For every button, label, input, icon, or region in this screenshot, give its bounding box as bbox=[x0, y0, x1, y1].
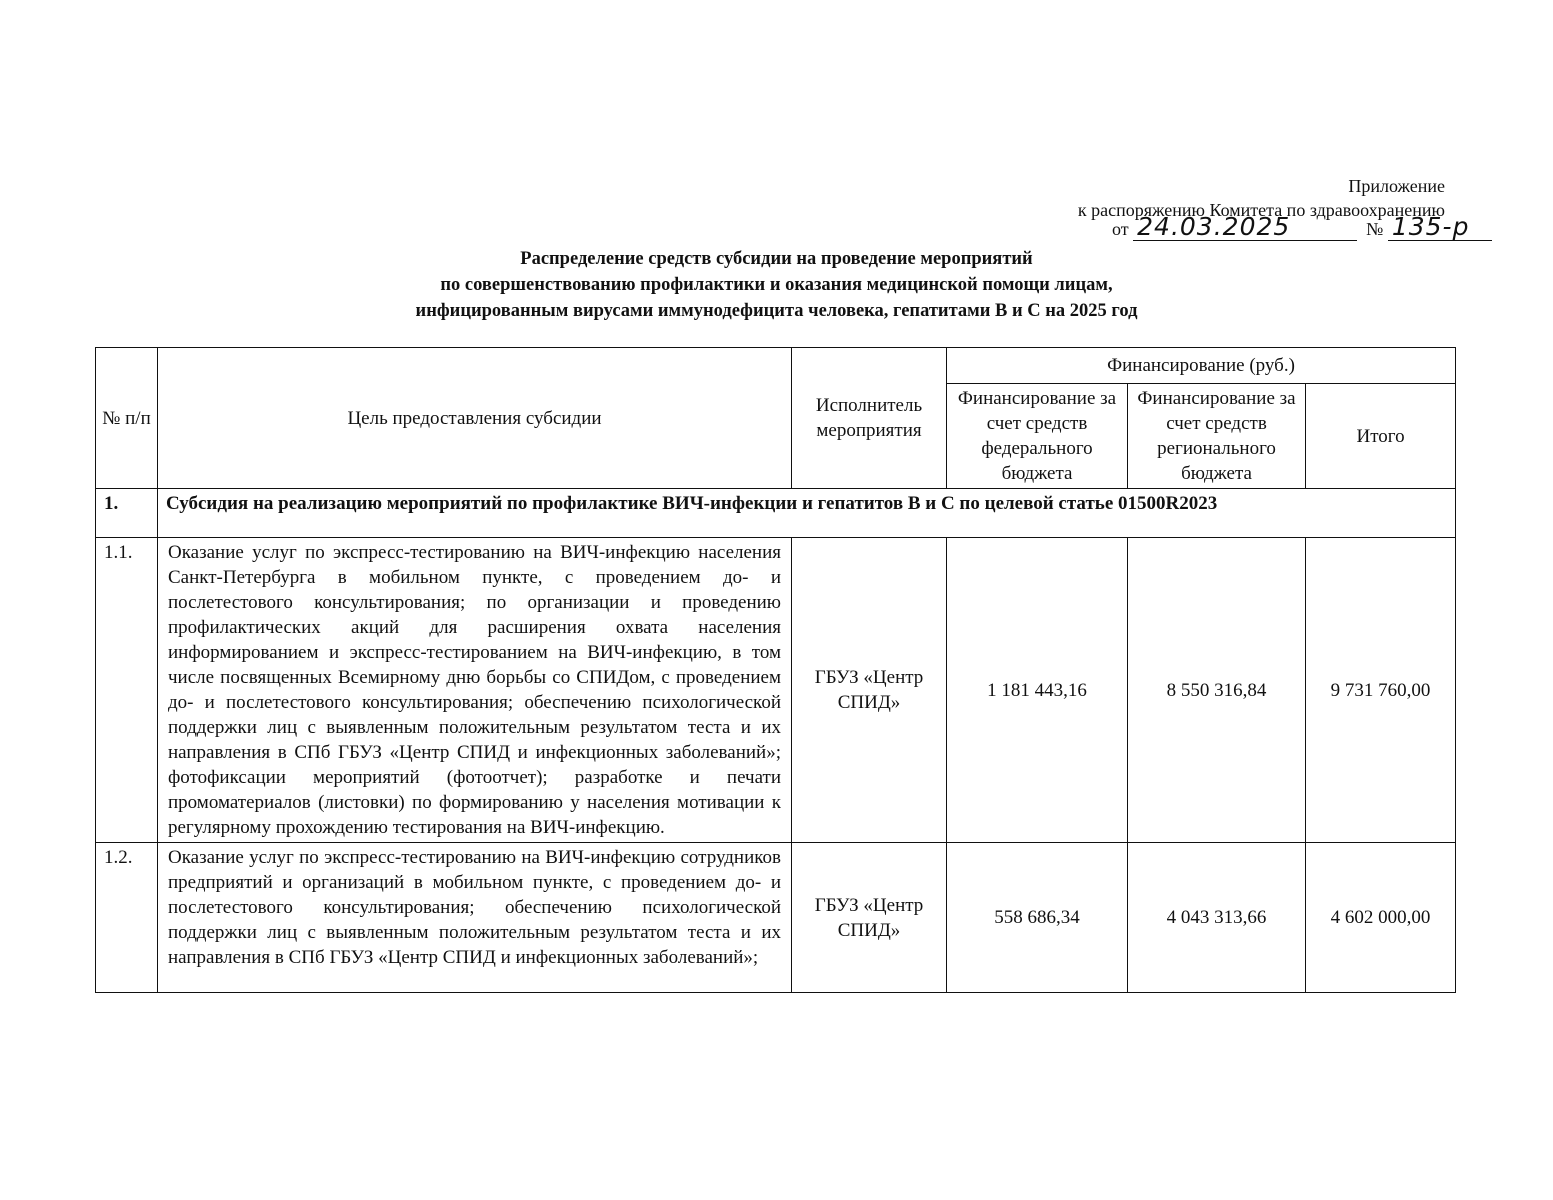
date-prefix: от bbox=[1112, 219, 1129, 239]
row-number: 1.1. bbox=[96, 538, 158, 843]
row-executor: ГБУЗ «Центр СПИД» bbox=[792, 538, 947, 843]
header-goal: Цель предоставления субсидии bbox=[158, 348, 792, 489]
section-number: 1. bbox=[96, 489, 158, 538]
order-date: 24.03.2025 bbox=[1133, 214, 1357, 241]
row-regional: 4 043 313,66 bbox=[1128, 843, 1306, 993]
row-federal: 558 686,34 bbox=[947, 843, 1128, 993]
section-title: Субсидия на реализацию мероприятий по профилактике ВИЧ-инфекции и гепатитов В и С по целевой статье 01500R2023 bbox=[158, 489, 1456, 538]
subsidy-table bbox=[95, 347, 1456, 993]
title-line-3: инфицированным вирусами иммунодефицита человека, гепатитами В и С на 2025 год bbox=[415, 301, 1138, 321]
header-executor: Исполнитель мероприятия bbox=[792, 348, 947, 489]
document-title bbox=[0, 246, 1553, 324]
row-total: 9 731 760,00 bbox=[1306, 538, 1456, 843]
row-goal: Оказание услуг по экспресс-тестированию на ВИЧ-инфекцию населения Санкт-Петербурга в мобильном пункте, с проведением до- и послетестового консультирования; по организации и проведению профилактических акций для расширения охвата населения информированием и экспресс-тестированием на ВИЧ-инфекцию, в том числе посвященных Всемирному дню борьбы со СПИДом, с проведением до- и послетестового консультирования; обеспечению психологической поддержки лиц с выявленным положительным результатом теста и их направления в СПб ГБУЗ «Центр СПИД и инфекционных заболеваний»; фотофиксации мероприятий (фотоотчет); разработке и печати промоматериалов (листовки) по формированию у населения мотивации к регулярному прохождению тестирования на ВИЧ-инфекцию. bbox=[158, 538, 792, 843]
annex-title: Приложение bbox=[1348, 176, 1445, 196]
row-executor: ГБУЗ «Центр СПИД» bbox=[792, 843, 947, 993]
row-number: 1.2. bbox=[96, 843, 158, 993]
row-federal: 1 181 443,16 bbox=[947, 538, 1128, 843]
table-row bbox=[96, 538, 1456, 843]
header-total: Итого bbox=[1306, 384, 1456, 489]
title-line-1: Распределение средств субсидии на проведение мероприятий bbox=[520, 249, 1033, 269]
annex-subtitle: к распоряжению Комитета по здравоохранению bbox=[1077, 200, 1445, 220]
number-prefix: № bbox=[1366, 219, 1384, 239]
row-regional: 8 550 316,84 bbox=[1128, 538, 1306, 843]
order-reference bbox=[1112, 214, 1492, 241]
header-financing: Финансирование (руб.) bbox=[947, 348, 1456, 384]
order-number: 135-р bbox=[1388, 214, 1492, 241]
title-line-2: по совершенствованию профилактики и оказания медицинской помощи лицам, bbox=[440, 275, 1113, 295]
table-row bbox=[96, 843, 1456, 993]
row-total: 4 602 000,00 bbox=[1306, 843, 1456, 993]
header-federal: Финансирование за счет средств федерального бюджета bbox=[947, 384, 1128, 489]
header-num: № п/п bbox=[96, 348, 158, 489]
header-regional: Финансирование за счет средств регионального бюджета bbox=[1128, 384, 1306, 489]
row-goal: Оказание услуг по экспресс-тестированию на ВИЧ-инфекцию сотрудников предприятий и организаций в мобильном пункте, с проведением до- и послетестового консультирования; обеспечению психологической поддержки лиц с выявленным положительным результатом теста и их направления в СПб ГБУЗ «Центр СПИД и инфекционных заболеваний»; bbox=[158, 843, 792, 993]
